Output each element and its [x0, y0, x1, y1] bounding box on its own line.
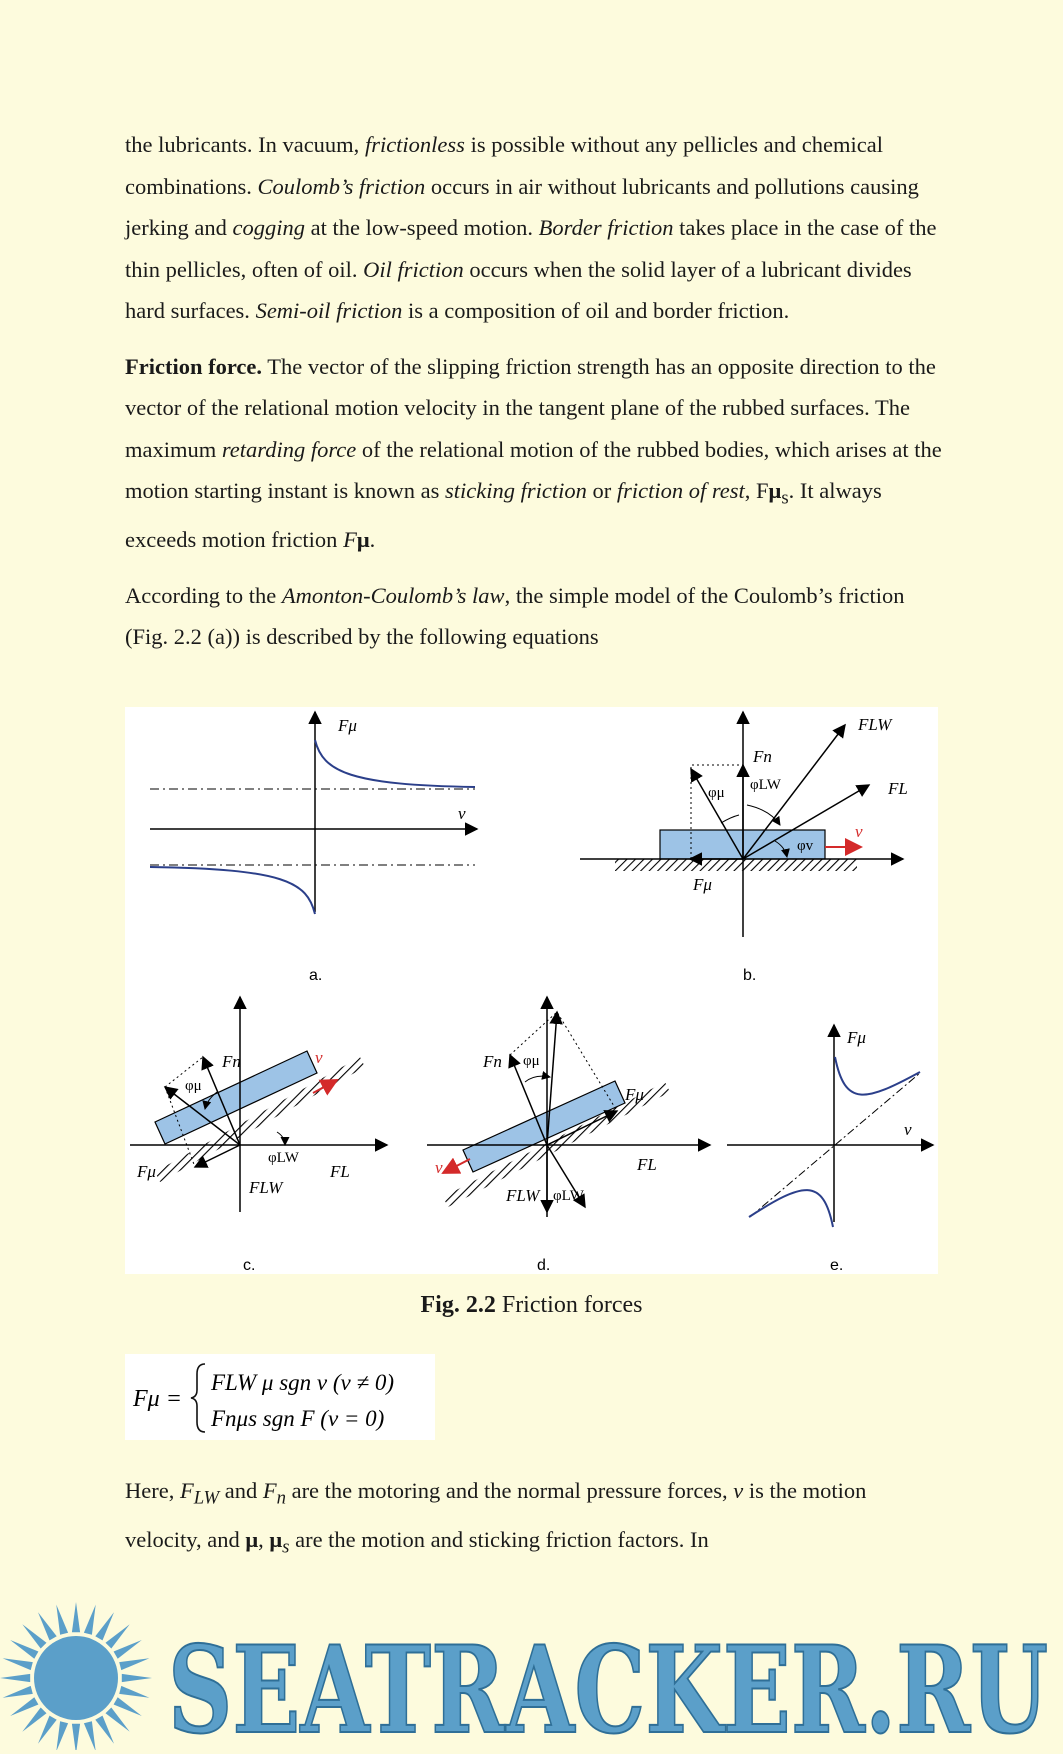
label-f-mu: Fμ	[693, 875, 712, 894]
panel-c	[130, 997, 387, 1274]
friction-equation	[125, 1354, 435, 1440]
sun-ray	[3, 1686, 33, 1698]
arc-phi-lw	[277, 1132, 285, 1145]
label-f-lw: FLW	[506, 1186, 540, 1205]
sun-ray	[10, 1640, 38, 1659]
label-f-n: Fn	[753, 747, 772, 766]
panel-a	[150, 712, 477, 984]
equation-brace	[191, 1364, 205, 1432]
label-phi-mu: φμ	[523, 1053, 540, 1069]
curve-positive	[315, 740, 475, 787]
label-phi-mu: φμ	[708, 785, 725, 801]
panel-label-d: d.	[537, 1257, 551, 1274]
label-phi-v: φv	[797, 838, 814, 854]
sun-ray	[10, 1697, 38, 1716]
page-body	[125, 124, 945, 672]
sun-ray	[38, 1716, 57, 1744]
equation-lhs: Fμ =	[133, 1386, 182, 1412]
label-f-mu: Fμ	[137, 1162, 156, 1181]
sun-ray	[84, 1721, 96, 1750]
panel-e	[727, 1025, 933, 1274]
sun-ray	[106, 1624, 130, 1648]
arc-phi-mu	[721, 815, 739, 823]
paragraph-friction-force: Friction force. The vector of the slipping friction strength has an opposite direction to the vector of the relational motion velocity in the tangent plane of the rubbed surfaces. The maximum retarding force of the relational motion of the rubbed bodies, which arises at the motion starting instant is known as sticking friction or friction of rest, $F\mu_s$. It always exceeds motion friction Fμ.	[125, 353, 942, 552]
sun-ray	[38, 1612, 57, 1640]
sun-ray	[56, 1605, 68, 1635]
label-f-l: FL	[888, 779, 908, 798]
panel-b	[580, 712, 908, 984]
equation-row-1: FLW μ sgn v (v ≠ 0)	[211, 1370, 395, 1395]
label-v: v	[855, 822, 863, 841]
sun-ray	[22, 1708, 46, 1732]
label-phi-lw: φLW	[268, 1150, 299, 1166]
sun-ray	[56, 1721, 68, 1750]
sun-ray	[122, 1674, 152, 1682]
sun-ray	[84, 1605, 96, 1635]
label-v: v	[435, 1158, 443, 1177]
label-f-mu: Fμ	[338, 716, 357, 735]
label-phi-lw: φLW	[553, 1188, 584, 1204]
watermark	[0, 1590, 1063, 1750]
ground-hatch	[615, 859, 857, 871]
sun-ray	[95, 1716, 114, 1744]
label-f-l: FL	[637, 1155, 657, 1174]
sun-ray	[106, 1708, 130, 1732]
label-f-n: Fn	[222, 1052, 241, 1071]
sun-ray	[72, 1602, 80, 1632]
label-phi-mu: φμ	[185, 1078, 202, 1094]
paragraph-amonton-coulomb: According to the Amonton-Coulomb’s law, the simple model of the Coulomb’s friction (Fig. 2.2 (a)) is described by the following equations	[125, 582, 905, 649]
page-body-continued	[125, 1470, 945, 1582]
label-f-n: Fn	[483, 1052, 502, 1071]
sun-ray	[114, 1640, 142, 1659]
sun-ray	[72, 1724, 80, 1750]
panel-label-e: e.	[830, 1257, 844, 1274]
vector-v	[443, 1159, 470, 1173]
label-v: v	[904, 1120, 912, 1139]
panel-label-b: b.	[743, 967, 757, 984]
sun-ray	[114, 1697, 142, 1716]
sun-ray	[119, 1686, 149, 1698]
friction-figure	[125, 707, 938, 1274]
panel-label-a: a.	[309, 967, 323, 984]
sun-ray	[119, 1658, 149, 1670]
watermark-text: SEATRACKER.RU	[168, 1620, 1048, 1750]
label-f-mu: Fμ	[625, 1085, 644, 1104]
label-f-lw: FLW	[858, 715, 892, 734]
curve-positive	[835, 1057, 920, 1095]
label-f-mu: Fμ	[847, 1028, 866, 1047]
label-f-l: FL	[330, 1162, 350, 1181]
sun-icon	[0, 1602, 152, 1750]
sun-ray	[3, 1658, 33, 1670]
curve-negative	[150, 867, 315, 914]
paragraph-here: Here, $F_{LW}$ and $F_n$ are the motoring and the normal pressure forces, v is the motion velocity, and μ, $\mu_s$ are the motion and sticking friction factors. In	[125, 1478, 867, 1558]
label-f-lw: FLW	[249, 1178, 283, 1197]
sun-ray	[95, 1612, 114, 1640]
panel-d	[427, 997, 710, 1274]
panel-label-c: c.	[243, 1257, 256, 1274]
sun-ray	[0, 1674, 30, 1682]
equation-row-2: Fnμs sgn F (v = 0)	[211, 1406, 385, 1431]
curve-negative	[749, 1190, 833, 1227]
sun-ray	[22, 1624, 46, 1648]
label-v: v	[458, 804, 466, 823]
figure-caption: Fig. 2.2 Friction forces	[420, 1292, 643, 1318]
arc-phi-lw	[747, 805, 780, 825]
label-v: v	[315, 1048, 323, 1067]
label-phi-lw: φLW	[750, 777, 781, 793]
paragraph-friction-types: the lubricants. In vacuum, frictionless is possible without any pellicles and chemical combinations. Coulomb’s friction occurs in air without lubricants and pollutions causing jerking and cogging at the low-speed motion. Border friction takes place in the case of the thin pellicles, often of oil. Oil friction occurs when the solid layer of a lubricant divides hard surfaces. Semi-oil friction is a composition of oil and border friction.	[125, 132, 937, 323]
